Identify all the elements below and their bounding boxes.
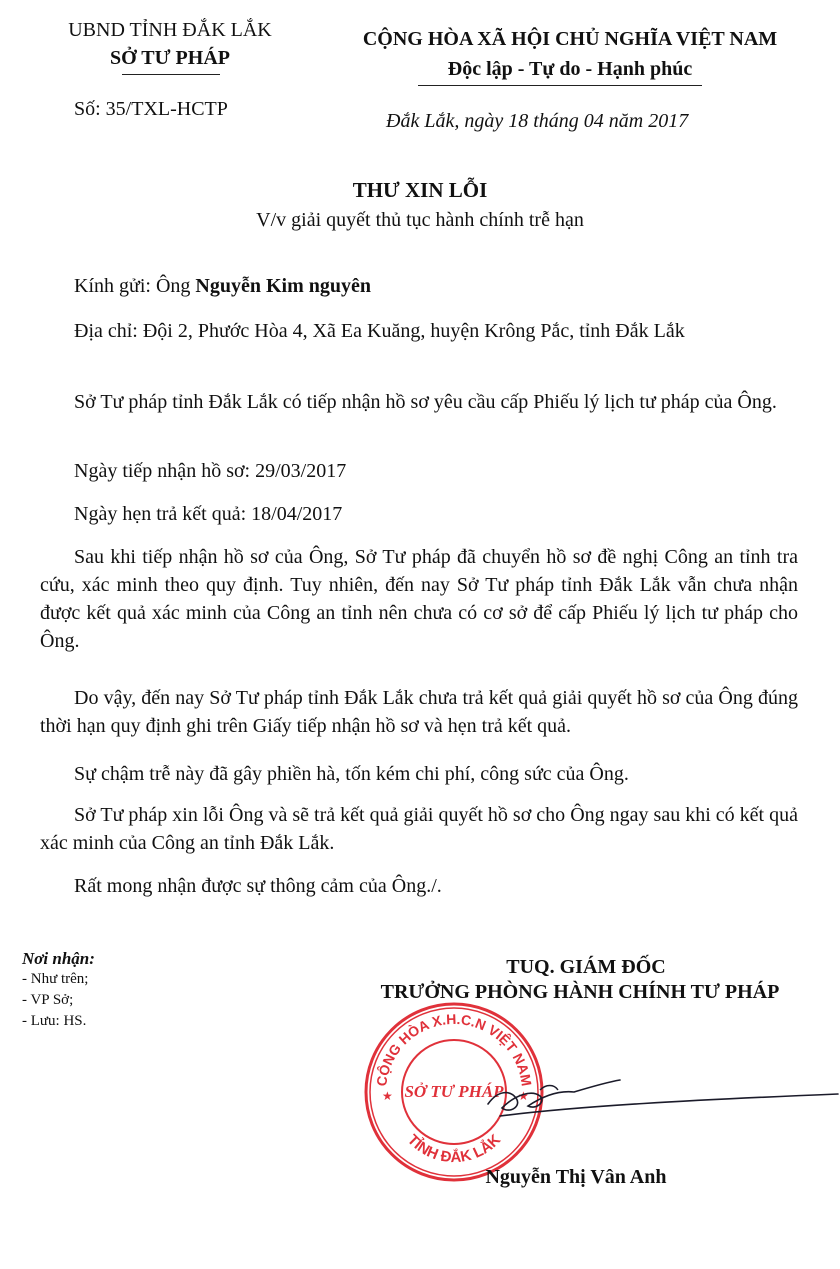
handwritten-signature	[470, 1060, 840, 1140]
paragraph-4: Sự chậm trễ này đã gây phiền hà, tốn kém chi phí, công sức của Ông.	[74, 763, 629, 785]
issuer-block	[30, 16, 310, 72]
signer-title: TRƯỞNG PHÒNG HÀNH CHÍNH TƯ PHÁP	[380, 981, 780, 1003]
province-committee: UBND TỈNH ĐẮK LẮK	[68, 19, 272, 41]
addressee-name: Nguyễn Kim nguyên	[195, 275, 371, 297]
recipients-block	[22, 948, 95, 1032]
recipients-label: Nơi nhận:	[22, 949, 95, 968]
department-underline	[122, 74, 220, 75]
addressee	[74, 275, 371, 298]
letter-title: THƯ XIN LỖI	[352, 178, 488, 202]
paragraph-5: Sở Tư pháp xin lỗi Ông và sẽ trả kết quả giải quyết hồ sơ cho Ông ngay sau khi có kết quả xác minh của Công an tỉnh Đắk Lắk.	[40, 804, 798, 854]
addressee-address: Địa chỉ: Đội 2, Phước Hòa 4, Xã Ea Kuăng, huyện Krông Pắc, tỉnh Đắk Lắk	[74, 320, 685, 342]
letter-subject: V/v giải quyết thủ tục hành chính trễ hạn	[256, 209, 584, 231]
motto-underline	[418, 85, 702, 86]
received-date: Ngày tiếp nhận hồ sơ: 29/03/2017	[74, 460, 347, 482]
document-number: Số: 35/TXL-HCTP	[74, 98, 228, 120]
star-icon: ★	[382, 1089, 393, 1103]
seal-center-text: SỞ TƯ PHÁP	[404, 1082, 504, 1101]
addressee-prefix: Kính gửi: Ông	[74, 275, 196, 297]
recipient-item: - VP Sở;	[22, 992, 74, 1008]
recipient-item: - Lưu: HS.	[22, 1013, 87, 1029]
seal-top-text: CỘNG HÒA X.H.C.N VIỆT NAM	[373, 1010, 535, 1088]
paragraph-1: Sở Tư pháp tỉnh Đắk Lắk có tiếp nhận hồ sơ yêu cầu cấp Phiếu lý lịch tư pháp của Ông.	[74, 391, 777, 413]
national-title: CỘNG HÒA XÃ HỘI CHỦ NGHĨA VIỆT NAM	[362, 28, 778, 50]
star-icon: ★	[518, 1089, 529, 1103]
department-name: SỞ TƯ PHÁP	[109, 47, 230, 69]
seal-bottom-text: TỈNH ĐẮK LẮK	[403, 1131, 505, 1167]
paragraph-3: Do vậy, đến nay Sở Tư pháp tỉnh Đắk Lắk chưa trả kết quả giải quyết hồ sơ của Ông đúng thời hạn quy định ghi trên Giấy tiếp nhận hồ sơ và hẹn trả kết quả.	[40, 687, 798, 737]
paragraph-2: Sau khi tiếp nhận hồ sơ của Ông, Sở Tư pháp đã chuyển hồ sơ đề nghị Công an tỉnh tra cứu, xác minh theo quy định. Tuy nhiên, đến nay Sở Tư pháp tỉnh Đắk Lắk vẫn chưa nhận được kết quả xác minh của Công an tỉnh nên chưa có cơ sở để cấp Phiếu lý lịch tư pháp cho Ông.	[40, 546, 798, 652]
signer-name: Nguyễn Thị Vân Anh	[485, 1166, 667, 1188]
recipient-item: - Như trên;	[22, 971, 89, 987]
national-motto: Độc lập - Tự do - Hạnh phúc	[447, 58, 693, 80]
place-date: Đắk Lắk, ngày 18 tháng 04 năm 2017	[386, 110, 689, 132]
paragraph-6: Rất mong nhận được sự thông cảm của Ông./.	[74, 875, 442, 897]
signer-authority: TUQ. GIÁM ĐỐC	[506, 956, 666, 978]
return-date: Ngày hẹn trả kết quả: 18/04/2017	[74, 503, 343, 525]
